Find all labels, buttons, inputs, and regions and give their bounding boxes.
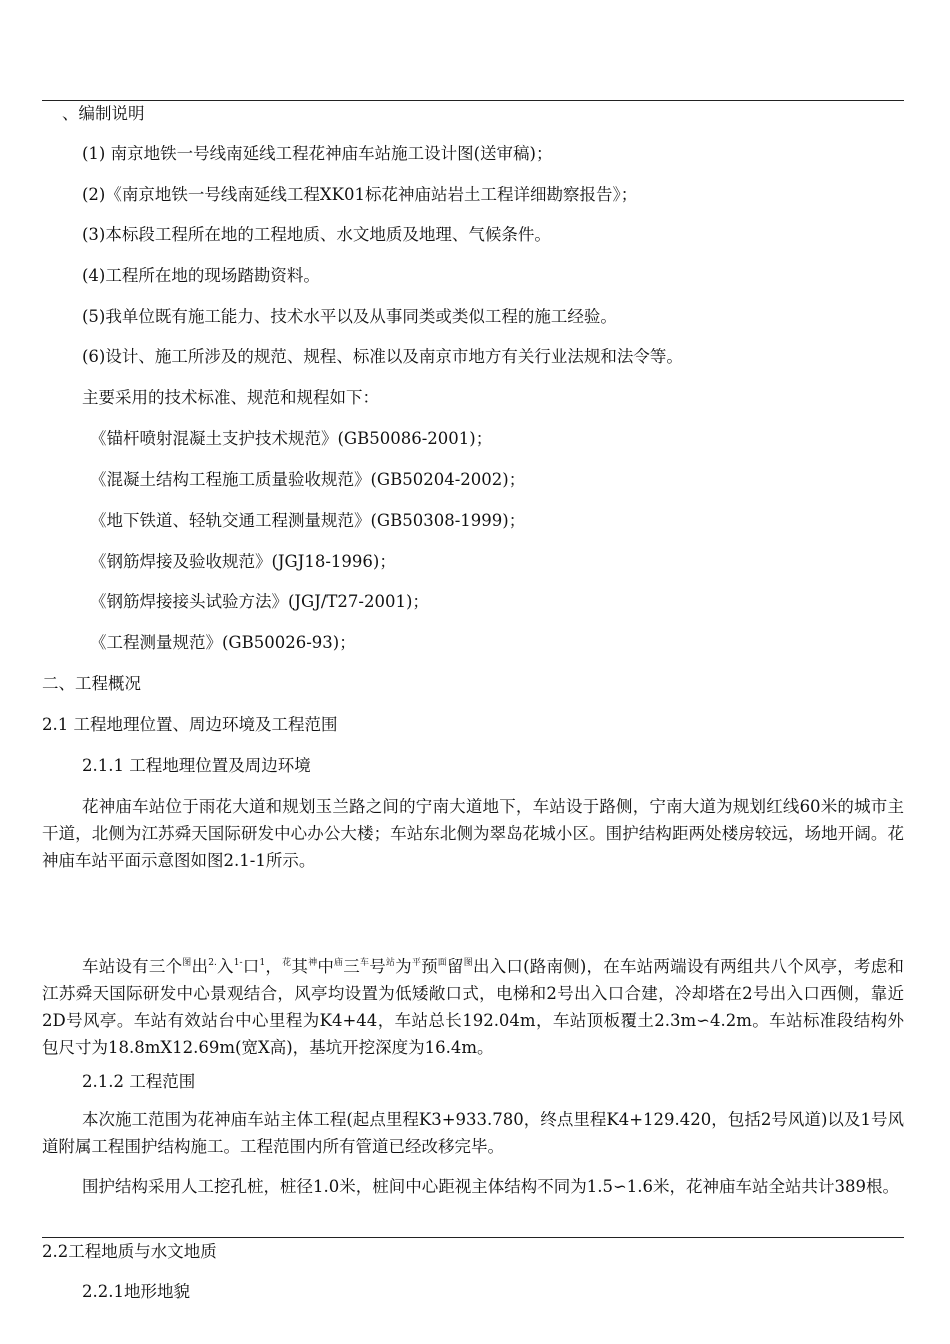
subsection-2-2-1: 2.2.1地形地貌 [82, 1282, 190, 1301]
subsection-2-2: 2.2工程地质与水文地质 [42, 1242, 217, 1261]
standard-item-6: 《工程测量规范》(GB50026-93)； [90, 633, 356, 652]
basis-item-5: (5)我单位既有施工能力、技术水平以及从事同类或类似工程的施工经验。 [82, 307, 617, 326]
standard-item-5: 《钢筋焊接接头试验方法》(JGJ/T27-2001)； [90, 592, 429, 611]
paragraph-scope-text: 本次施工范围为花神庙车站主体工程(起点里程K3+933.780，终点里程K4+129.420，包括2号风道)以及1号风道附属工程围护结构施工。工程范围内所有管道已经改移完毕。 [42, 1110, 904, 1156]
standard-item-1: 《锚杆喷射混凝土支护技术规范》(GB50086-2001)； [90, 429, 493, 448]
paragraph-scope [42, 1106, 904, 1160]
standard-item-4: 《钢筋焊接及验收规范》(JGJ18-1996)； [90, 552, 396, 571]
basis-item-3: (3)本标段工程所在地的工程地质、水文地质及地理、气候条件。 [82, 225, 551, 244]
paragraph-entrances-text: 车站设有三个$^图$出$^{2.}$入$^{1-}$口$^1$，$^花$其$^神$中$^庙$三$^车$号$^站$为$^平$预$^面$留$^图$出入口(路南侧)，在车站两端设有两组共八个风亭，考虑和江苏舜天国际研发中心景观结合，风亭均设置为低矮敞口式，电梯和2号出入口合建，冷却塔在2号出入口西侧，靠近2D号风亭。车站有效站台中心里程为K4+44，车站总长192.04m，车站顶板覆土2.3m∽4.2m。车站标准段结构外包尺寸为18.8mX12.69m(宽X高)，基坑开挖深度为16.4m。 [42, 957, 904, 1057]
section-heading-overview: 二、工程概况 [42, 674, 141, 693]
standard-item-3: 《地下铁道、轻轨交通工程测量规范》(GB50308-1999)； [90, 511, 526, 530]
subsection-2-1-1: 2.1.1 工程地理位置及周边环境 [82, 756, 311, 775]
basis-item-6: (6)设计、施工所涉及的规范、规程、标准以及南京市地方有关行业法规和法令等。 [82, 347, 683, 366]
paragraph-location [42, 793, 904, 874]
standards-intro: 主要采用的技术标准、规范和规程如下： [82, 388, 379, 407]
subsection-2-1: 2.1 工程地理位置、周边环境及工程范围 [42, 715, 338, 734]
basis-item-4: (4)工程所在地的现场踏勘资料。 [82, 266, 320, 285]
section-heading-compilation: 、编制说明 [62, 104, 145, 123]
section-rule [42, 1237, 904, 1238]
paragraph-piles [42, 1173, 904, 1200]
standard-item-2: 《混凝土结构工程施工质量验收规范》(GB50204-2002)； [90, 470, 526, 489]
paragraph-entrances [42, 950, 904, 1061]
basis-item-2: (2)《南京地铁一号线南延线工程XK01标花神庙站岩土工程详细勘察报告》； [82, 185, 638, 204]
paragraph-location-text: 花神庙车站位于雨花大道和规划玉兰路之间的宁南大道地下，车站设于路侧，宁南大道为规划红线60米的城市主干道，北侧为江苏舜天国际研发中心办公大楼；车站东北侧为翠岛花城小区。围护结构距两处楼房较远，场地开阔。花神庙车站平面示意图如图2.1-1所示。 [42, 797, 904, 870]
basis-item-1: (1) 南京地铁一号线南延线工程花神庙车站施工设计图(送审稿)； [82, 144, 553, 163]
top-rule [42, 100, 904, 101]
paragraph-piles-text: 围护结构采用人工挖孔桩，桩径1.0米，桩间中心距视主体结构不同为1.5∽1.6米，花神庙车站全站共计389根。 [82, 1177, 900, 1196]
subsection-2-1-2: 2.1.2 工程范围 [82, 1072, 196, 1091]
